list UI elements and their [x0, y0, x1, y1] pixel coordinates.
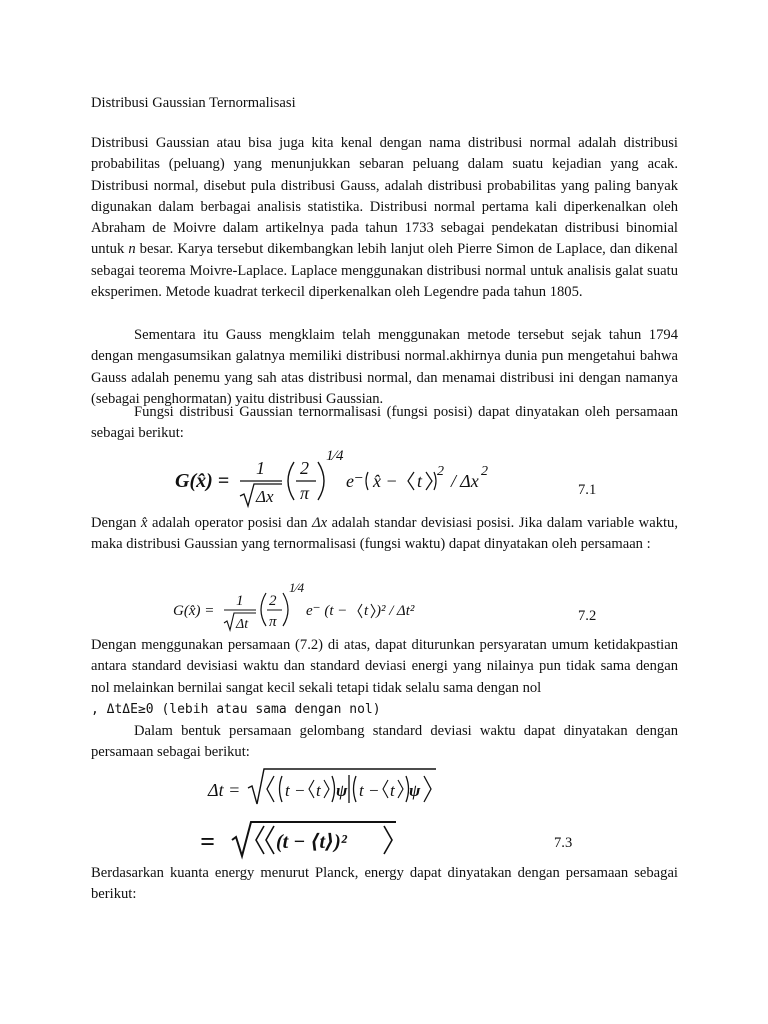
eq3-second-lhs: = [200, 827, 215, 856]
eq3-outer-angle-close [424, 776, 431, 802]
eq3-second-angle-open [256, 826, 264, 854]
eq1-t: t [417, 471, 423, 491]
eq2-tail: )² / Δt² [376, 603, 415, 619]
eq1-two: 2 [300, 458, 309, 478]
eq1-e-minus: e⁻ [346, 471, 364, 491]
eq3-angle-close-1 [324, 780, 329, 798]
eq2-body: e⁻ (t − [306, 603, 348, 619]
eq2-t: t [364, 603, 369, 619]
eq3-t-2: t [390, 781, 395, 800]
eq1-exponent-quarter: 1⁄4 [326, 448, 344, 464]
eq3-outer-angle-open [267, 776, 274, 802]
eq3-psi-2: ψ [409, 781, 421, 800]
eq1-x-minus: x̂ − [373, 471, 398, 491]
eq1-paren-close [434, 472, 436, 490]
operator-xhat: x̂ [140, 515, 148, 531]
eq1-square-dx: 2 [481, 464, 488, 479]
eq3-paren-close-1 [332, 776, 335, 802]
eq3-paren-open-1 [280, 776, 283, 802]
eq1-left-paren [288, 462, 294, 500]
eq3-angle-open-2 [383, 780, 388, 798]
eq1-paren-open [366, 472, 368, 490]
equation-7-3 [196, 764, 446, 860]
equation-7-1 [170, 444, 510, 510]
variable-n: n [128, 241, 136, 258]
equation-number-7-3: 7.3 [554, 835, 573, 851]
eq2-lhs: G(x̂) = [173, 603, 215, 619]
eq3-paren-open-2 [354, 776, 357, 802]
eq1-angle-close [426, 472, 432, 490]
eq3-angle-close-2 [398, 780, 403, 798]
paragraph-gauss-history: Sementara itu Gauss mengklaim telah menggunakan metode tersebut sejak tahun 1794 dengan mengasumsikan galatnya memiliki distribusi normal.akhirnya dunia pun mengetahui bahwa Gauss adalah penemu yang sah atas distribusi normal, dan menamai distribusi ini dengan namanya (sebagai penghormatan) yaitu distribusi Gaussian. [91, 327, 678, 407]
equation-number-7-1: 7.1 [578, 482, 597, 498]
eq3-second-angle-open-2 [266, 826, 274, 854]
eq1-numerator-one: 1 [256, 458, 265, 478]
eq2-left-paren [261, 593, 266, 626]
eq3-t-1: t [316, 781, 321, 800]
equation-7-2 [170, 578, 430, 634]
eq1-square: 2 [437, 464, 444, 479]
eq1-den-dx: Δx [256, 487, 274, 506]
paragraph-operator-definition: Dengan x̂ adalah operator posisi dan Δx adalah standar devisiasi posisi. Jika dalam variable waktu, maka distribusi Gaussian yang ternormalisasi (fungsi waktu) dapat dinyatakan oleh persamaan : [91, 515, 679, 553]
eq2-numerator-one: 1 [236, 593, 244, 609]
paragraph-planck: Berdasarkan kuanta energy menurut Planck, energy dapat dinyatakan dengan persamaan sebagai berikut: [91, 865, 678, 903]
paragraph-wave-equation: Dalam bentuk persamaan gelombang standard deviasi waktu dapat dinyatakan dengan persamaan sebagai berikut: [91, 723, 678, 761]
uncertainty-note: , ΔtΔE≥0 (lebih atau sama dengan nol) [91, 701, 381, 717]
eq3-second-term: (t − ⟨t⟩)² [276, 831, 347, 853]
eq3-term-2: t − [359, 781, 380, 800]
eq2-exponent-quarter: 1⁄4 [289, 580, 305, 595]
eq3-angle-open-1 [309, 780, 314, 798]
eq1-angle-open [408, 472, 414, 490]
eq2-den-dt: Δt [236, 617, 249, 632]
document-title: Distribusi Gaussian Ternormalisasi [91, 95, 296, 111]
eq2-angle-close [371, 604, 375, 618]
eq1-lhs: G(x̂) = [175, 470, 230, 492]
eq1-over-dx: / Δx [451, 471, 479, 491]
eq3-term-1: t − [285, 781, 306, 800]
eq2-two: 2 [269, 593, 277, 609]
paragraph-intro: Distribusi Gaussian atau bisa juga kita kenal dengan nama distribusi normal adalah distribusi probabilitas (peluang) yang menunjukkan sebaran peluang dalam suatu kejadian yang acak. Distribusi normal, disebut pula distribusi Gauss, adalah distribusi probabilitas yang paling banyak digunakan dalam berbagai analisis statistika. Distribusi normal pertama kali diperkenalkan oleh Abraham de Moivre dalam artikelnya pada tahun 1733 sebagai pendekatan distribusi binomial untuk n besar. Karya tersebut dikembangkan lebih lanjut oleh Pierre Simon de Laplace, dan dikenal sebagai teorema Moivre-Laplace. Laplace menggunakan distribusi normal untuk analisis galat suatu eksperimen. Metode kuadrat terkecil diperkenalkan oleh Legendre pada tahun 1805. [91, 135, 678, 301]
equation-number-7-2: 7.2 [578, 608, 597, 624]
paragraph-uncertainty: Dengan menggunakan persamaan (7.2) di atas, dapat diturunkan persyaratan umum ketidakpastian antara standard devisiasi waktu dan standard deviasi energi yang nilainya pun tidak sama dengan nol melainkan bernilai sangat kecil sekali tetapi tidak selalu sama dengan nol , ΔtΔE≥0 (lebih atau sama dengan nol) [91, 637, 678, 717]
eq2-angle-open [358, 604, 362, 618]
eq3-lhs: Δt = [208, 780, 241, 800]
symbol-delta-x: Δx [312, 515, 328, 531]
eq1-pi: π [300, 483, 310, 503]
eq3-psi-1: ψ [336, 781, 348, 800]
eq1-right-paren [318, 462, 324, 500]
eq3-second-angle-close [384, 826, 392, 854]
paragraph-gaussian-position: Fungsi distribusi Gaussian ternormalisasi (fungsi posisi) dapat dinyatakan oleh persamaan sebagai berikut: [91, 404, 678, 442]
eq2-right-paren [283, 593, 288, 626]
eq2-pi: π [269, 614, 277, 630]
